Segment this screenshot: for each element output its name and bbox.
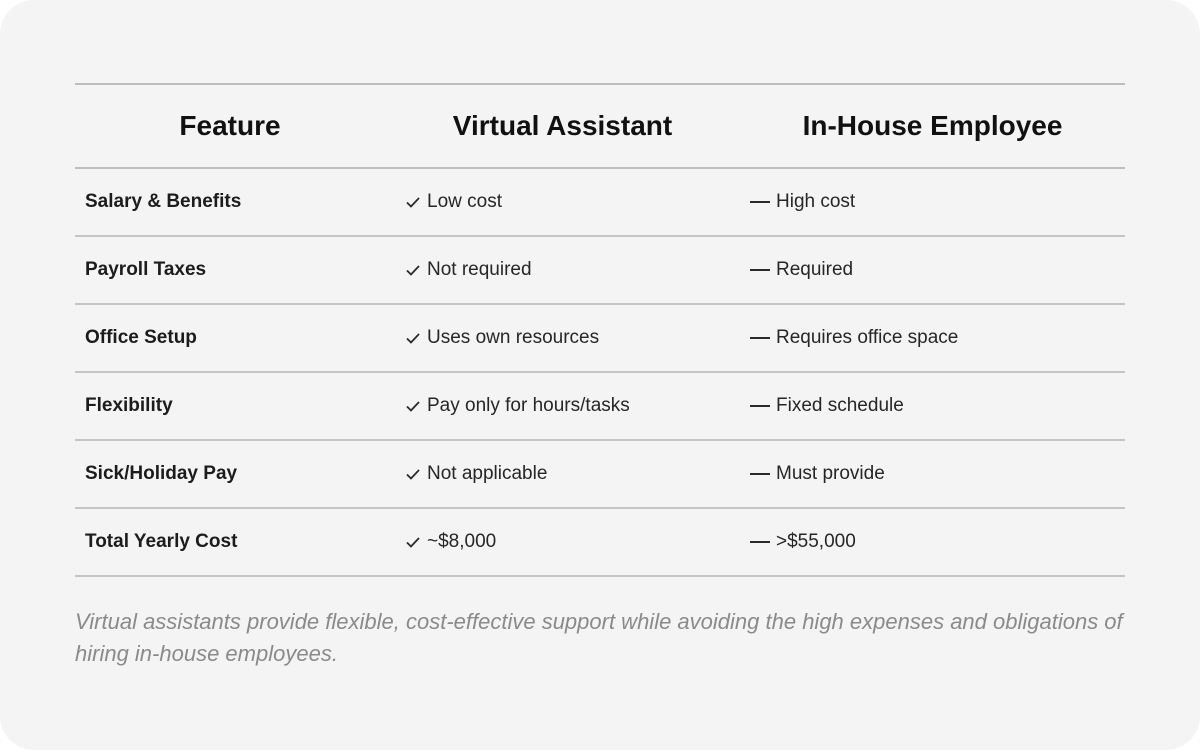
check-icon <box>405 466 421 482</box>
dash-icon <box>750 337 770 339</box>
in-house-value: High cost <box>776 191 856 212</box>
virtual-assistant-cell <box>385 259 740 281</box>
comparison-table <box>75 83 1125 577</box>
in-house-cell <box>740 395 1125 417</box>
in-house-cell <box>740 531 1125 553</box>
table-row <box>75 169 1125 237</box>
feature-cell: Salary & Benefits <box>85 191 242 212</box>
virtual-assistant-value: ~$8,000 <box>427 531 497 552</box>
in-house-value: >$55,000 <box>776 531 856 552</box>
table-row <box>75 373 1125 441</box>
virtual-assistant-cell <box>385 191 740 213</box>
virtual-assistant-value: Low cost <box>427 191 502 212</box>
feature-cell: Office Setup <box>85 327 197 348</box>
table-row <box>75 509 1125 577</box>
virtual-assistant-value: Not required <box>427 259 532 280</box>
table-header-row <box>75 83 1125 169</box>
check-icon <box>405 534 421 550</box>
check-icon <box>405 194 421 210</box>
virtual-assistant-cell <box>385 327 740 349</box>
in-house-value: Fixed schedule <box>776 395 904 416</box>
virtual-assistant-cell <box>385 395 740 417</box>
in-house-cell <box>740 463 1125 485</box>
virtual-assistant-cell <box>385 531 740 553</box>
in-house-cell <box>740 327 1125 349</box>
feature-cell: Payroll Taxes <box>85 259 207 280</box>
in-house-value: Must provide <box>776 463 885 484</box>
in-house-value: Required <box>776 259 854 280</box>
in-house-cell <box>740 191 1125 213</box>
header-feature: Feature <box>179 110 281 141</box>
feature-cell: Total Yearly Cost <box>85 531 238 552</box>
caption-text: Virtual assistants provide flexible, cost-effective support while avoiding the high expenses and obligations of hiring in-house employees. <box>75 609 1123 666</box>
in-house-cell <box>740 259 1125 281</box>
virtual-assistant-value: Uses own resources <box>427 327 600 348</box>
virtual-assistant-cell <box>385 463 740 485</box>
dash-icon <box>750 201 770 203</box>
feature-cell: Sick/Holiday Pay <box>85 463 238 484</box>
check-icon <box>405 398 421 414</box>
dash-icon <box>750 473 770 475</box>
check-icon <box>405 262 421 278</box>
header-in-house-employee: In-House Employee <box>802 110 1063 141</box>
dash-icon <box>750 269 770 271</box>
table-row <box>75 237 1125 305</box>
header-virtual-assistant: Virtual Assistant <box>452 110 673 141</box>
in-house-value: Requires office space <box>776 327 959 348</box>
check-icon <box>405 330 421 346</box>
dash-icon <box>750 405 770 407</box>
dash-icon <box>750 541 770 543</box>
table-row <box>75 305 1125 373</box>
table-row <box>75 441 1125 509</box>
virtual-assistant-value: Pay only for hours/tasks <box>427 395 630 416</box>
feature-cell: Flexibility <box>85 395 173 416</box>
virtual-assistant-value: Not applicable <box>427 463 548 484</box>
